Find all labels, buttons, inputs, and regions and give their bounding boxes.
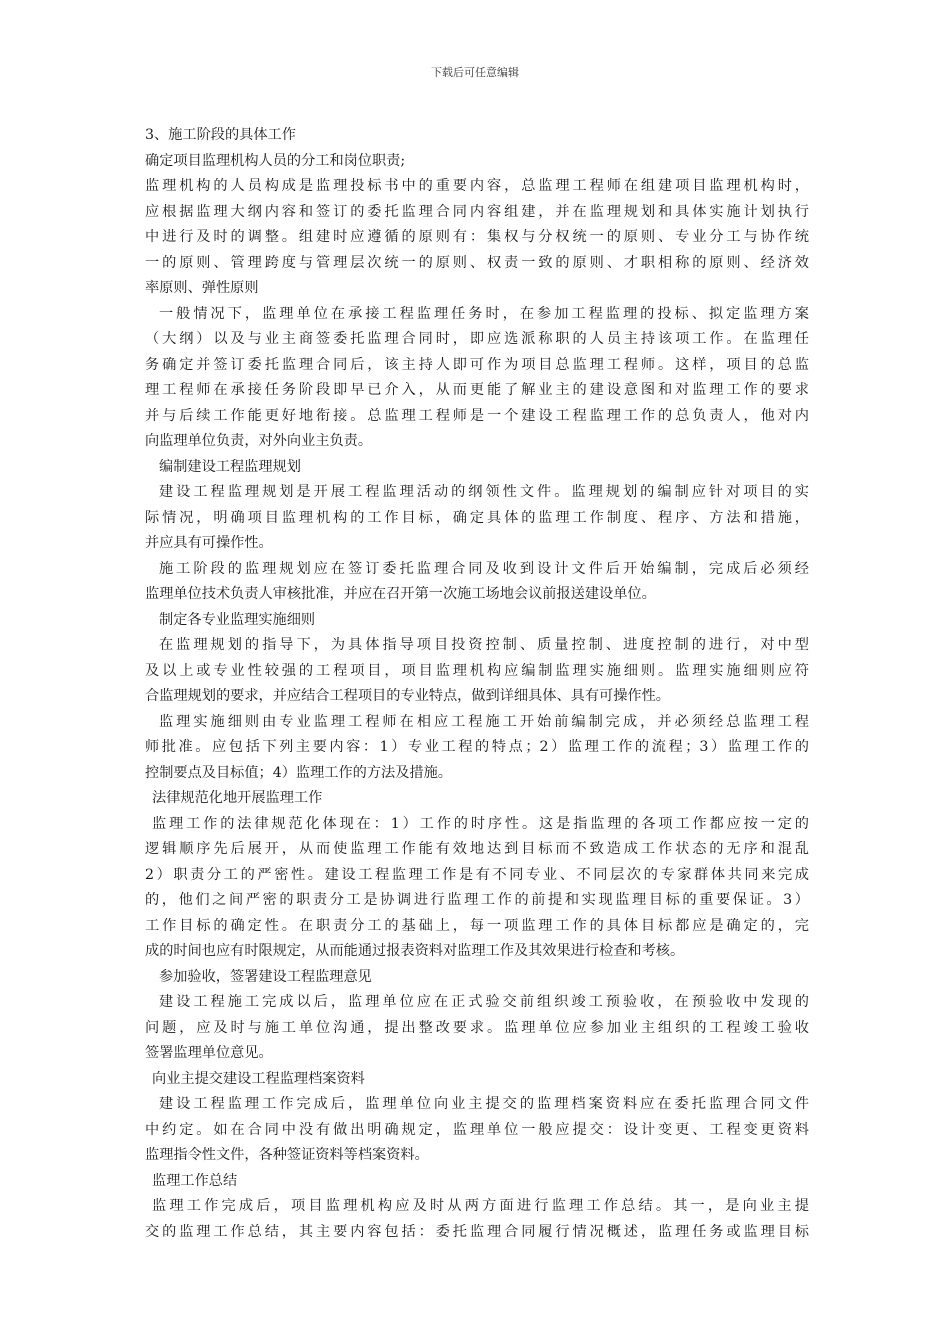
text-line: 成的时间也应有时限规定，从而能通过报表资料对监理工作及其效果进行检查和考核。	[145, 943, 685, 959]
text-line: 际情况，明确项目监理机构的工作目标，确定具体的监理工作制度、程序、方法和措施，	[145, 509, 809, 526]
text-line: 向业主提交建设工程监理档案资料	[152, 1070, 365, 1087]
text-line: 在监理规划的指导下，为具体指导项目投资控制、质量控制、进度控制的进行，对中型	[159, 637, 809, 653]
text-line: 编制建设工程监理规划	[159, 458, 301, 475]
text-line: 应根据监理大纲内容和签订的委托监理合同内容组建，并在监理规划和具体实施计划执行	[145, 203, 809, 220]
text-line: 监理机构的人员构成是监理投标书中的重要内容，总监理工程师在组建项目监理机构时，	[145, 178, 809, 194]
text-line: 监理工作完成后，项目监理机构应及时从两方面进行监理工作总结。其一，是向业主提	[152, 1198, 809, 1214]
text-line: 工作目标的确定性。在职责分工的基础上，每一项监理工作的具体目标都应是确定的，完	[145, 917, 809, 934]
text-line: 监理实施细则由专业监理工程师在相应工程施工开始前编制完成，并必须经总监理工程	[159, 713, 809, 730]
text-line: 务确定并签订委托监理合同后，该主持人即可作为项目总监理工程师。这样，项目的总监	[145, 356, 809, 373]
text-line: 2）职责分工的严密性。建设工程监理工作是有不同专业、不同层次的专家群体共同来完成	[145, 866, 809, 883]
text-line: 交的监理工作总结，其主要内容包括：委托监理合同履行情况概述，监理任务或监理目标	[145, 1223, 809, 1240]
text-line: 确定项目监理机构人员的分工和岗位职责;	[145, 152, 406, 169]
text-line: 问题，应及时与施工单位沟通，提出整改要求。监理单位应参加业主组织的工程竣工验收	[145, 1019, 809, 1036]
text-line: 向监理单位负责，对外向业主负责。	[145, 433, 373, 449]
text-line: 一般情况下，监理单位在承接工程监理任务时，在参加工程监理的投标、拟定监理方案	[159, 305, 809, 322]
text-line: 逻辑顺序先后展开，从而使监理工作能有效地达到目标而不致造成工作状态的无序和混乱	[145, 841, 809, 857]
text-line: 中进行及时的调整。组建时应遵循的原则有：集权与分权统一的原则、专业分工与协作统	[145, 229, 809, 245]
text-line: 率原则、弹性原则	[145, 280, 259, 296]
text-line: 法律规范化地开展监理工作	[152, 790, 323, 806]
text-line: 中约定。如在合同中没有做出明确规定，监理单位一般应提交：设计变更、工程变更资料	[145, 1121, 809, 1138]
text-line: 监理工作总结	[152, 1172, 238, 1189]
text-line: 监理单位技术负责人审核批准，并应在召开第一次施工场地会议前报送建设单位。	[145, 586, 656, 602]
text-line: 建设工程施工完成以后，监理单位应在正式验交前组织竣工预验收，在预验收中发现的	[159, 994, 809, 1010]
page-header: 下载后可任意编辑	[431, 66, 519, 79]
text-line: 建设工程监理规划是开展工程监理活动的纲领性文件。监理规划的编制应针对项目的实	[159, 484, 809, 500]
text-line: 3、施工阶段的具体工作	[145, 127, 296, 143]
text-line: 控制要点及目标值；4）监理工作的方法及措施。	[145, 764, 452, 781]
text-line: 施工阶段的监理规划应在签订委托监理合同及收到设计文件后开始编制，完成后必须经	[159, 560, 809, 577]
text-line: 一的原则、管理跨度与管理层次统一的原则、权责一致的原则、才职相称的原则、经济效	[145, 254, 809, 271]
text-line: 并与后续工作能更好地衔接。总监理工程师是一个建设工程监理工作的总负责人，他对内	[145, 407, 809, 424]
text-line: 监理工作的法律规范化体现在：1）工作的时序性。这是指监理的各项工作都应按一定的	[152, 815, 809, 832]
text-line: 合监理规划的要求，并应结合工程项目的专业特点，做到详细具体、具有可操作性。	[145, 688, 670, 704]
text-line: 参加验收，签署建设工程监理意见	[159, 968, 372, 985]
document-body	[145, 123, 809, 1245]
text-line: （大纲）以及与业主商签委托监理合同时，即应选派称职的人员主持该项工作。在监理任	[145, 331, 809, 347]
text-line: 及以上或专业性较强的工程项目，项目监理机构应编制监理实施细则。监理实施细则应符	[145, 662, 809, 679]
text-line: 师批准。应包括下列主要内容：1）专业工程的特点；2）监理工作的流程；3）监理工作的	[145, 739, 809, 755]
text-line: 的，他们之间严密的职责分工是协调进行监理工作的前提和实现监理目标的重要保证。3）	[145, 892, 809, 908]
text-line: 建设工程监理工作完成后，监理单位向业主提交的监理档案资料应在委托监理合同文件	[159, 1096, 809, 1112]
text-line: 签署监理单位意见。	[145, 1045, 273, 1061]
text-line: 监理指令性文件，各种签证资料等档案资料。	[145, 1147, 429, 1163]
text-line: 并应具有可操作性。	[145, 535, 273, 551]
text-line: 制定各专业监理实施细则	[159, 611, 316, 628]
text-line: 理工程师在承接任务阶段即早已介入，从而更能了解业主的建设意图和对监理工作的要求	[145, 382, 809, 398]
